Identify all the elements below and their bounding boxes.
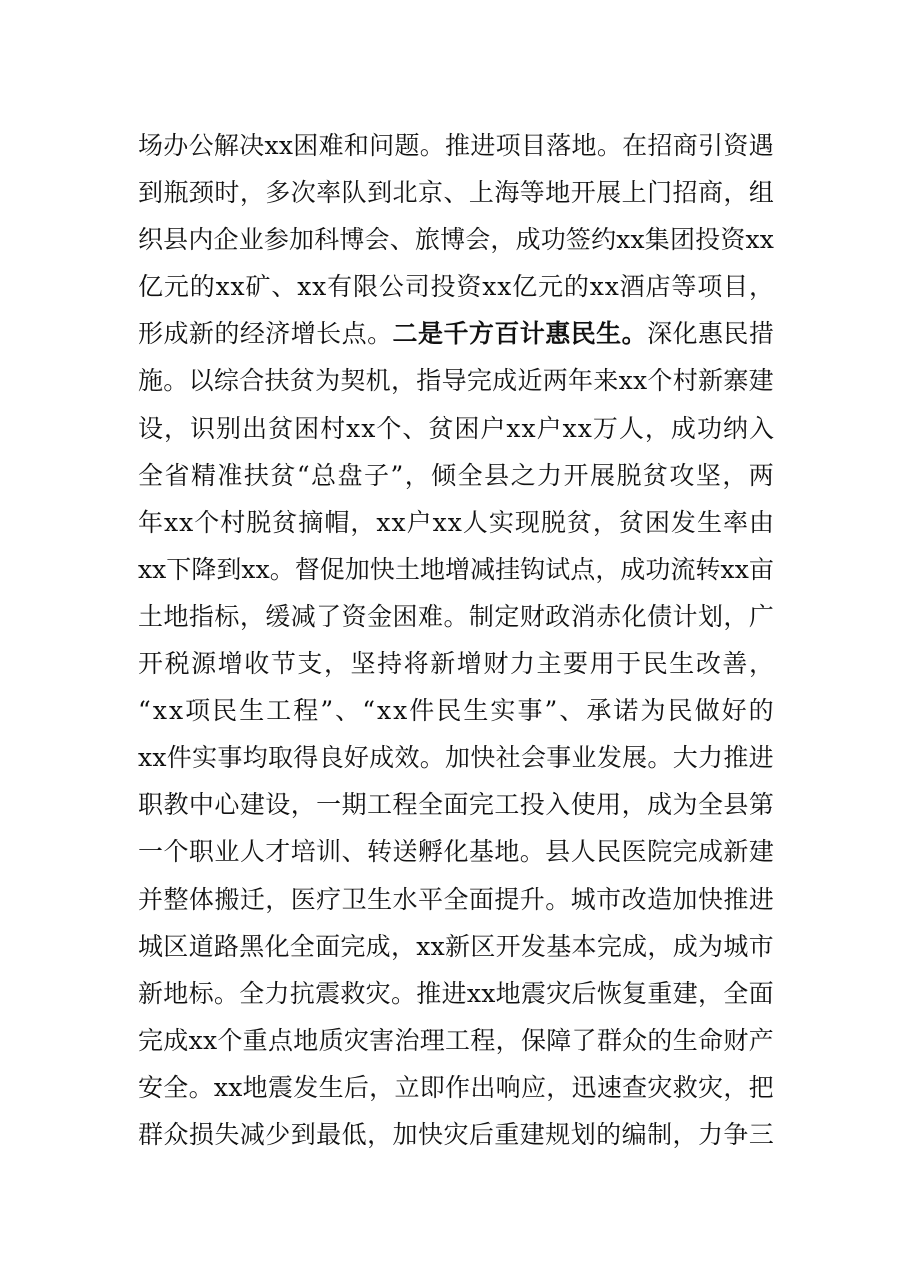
text-line: 新 地 标 。 全 力 抗 震 救 灾 。 推 进 x x 地 震 灾 后 恢 复 重 建 ， 全 面 <box>138 978 774 1008</box>
justified-glyphs: 形 成 新 的 经 济 增 长 点 。 二 是 千 方 百 计 惠 民 生 。 深 化 惠 民 措 <box>138 319 774 349</box>
text-line: x x 下 降 到 x x 。 督 促 加 快 土 地 增 减 挂 钩 试 点 ， 成 功 流 转 x x 亩 <box>138 554 774 584</box>
text-line: 完 成 x x 个 重 点 地 质 灾 害 治 理 工 程 ， 保 障 了 群 众 的 生 命 财 产 <box>138 1025 774 1055</box>
text-line: 土 地 指 标 ， 缓 减 了 资 金 困 难 。 制 定 财 政 消 赤 化 债 计 划 ， 广 <box>138 601 774 631</box>
text-line: 年 x x 个 村 脱 贫 摘 帽 ， x x 户 x x 人 实 现 脱 贫 ， 贫 困 发 生 率 由 <box>138 507 774 537</box>
text-line: 职 教 中 心 建 设 ， 一 期 工 程 全 面 完 工 投 入 使 用 ， 成 为 全 县 第 <box>138 790 774 820</box>
text-line: 施 。 以 综 合 扶 贫 为 契 机 ， 指 导 完 成 近 两 年 来 x x 个 村 新 寨 建 <box>138 366 774 396</box>
text-line: x x 件 实 事 均 取 得 良 好 成 效 。 加 快 社 会 事 业 发 展 。 大 力 推 进 <box>138 743 774 773</box>
text-line: 亿 元 的 x x 矿 、 x x 有 限 公 司 投 资 x x 亿 元 的 x x 酒 店 等 项 目 ， <box>138 272 774 302</box>
text-line: 一 个 职 业 人 才 培 训 、 转 送 孵 化 基 地 。 县 人 民 医 院 完 成 新 建 <box>138 837 774 867</box>
text-line: 设 ， 识 别 出 贫 困 村 x x 个 、 贫 困 户 x x 户 x x 万 人 ， 成 功 纳 入 <box>138 413 774 443</box>
text-line: 群 众 损 失 减 少 到 最 低 ， 加 快 灾 后 重 建 规 划 的 编 制 ， 力 争 三 <box>138 1119 774 1149</box>
text-line: 全 省 精 准 扶 贫 “ 总 盘 子 ” ， 倾 全 县 之 力 开 展 脱 贫 攻 坚 ， 两 <box>138 460 774 490</box>
text-line-with-heading <box>138 310 774 357</box>
text-line: “ x x 项 民 生 工 程 ” 、 “ x x 件 民 生 实 事 ” 、 承 诺 为 民 做 好 的 <box>138 696 774 726</box>
text-line: 并 整 体 搬 迁 ， 医 疗 卫 生 水 平 全 面 提 升 。 城 市 改 造 加 快 推 进 <box>138 884 774 914</box>
body-text <box>138 122 774 1158</box>
text-line: 场 办 公 解 决 x x 困 难 和 问 题 。 推 进 项 目 落 地 。 在 招 商 引 资 遇 <box>138 131 774 160</box>
text-line: 到 瓶 颈 时 ， 多 次 率 队 到 北 京 、 上 海 等 地 开 展 上 门 招 商 ， 组 <box>138 178 774 208</box>
text-line: 开 税 源 增 收 节 支 ， 坚 持 将 新 增 财 力 主 要 用 于 民 生 改 善 ， <box>138 649 774 679</box>
text-line: 城 区 道 路 黑 化 全 面 完 成 ， x x 新 区 开 发 基 本 完 成 ， 成 为 城 市 <box>138 931 774 961</box>
text-line: 织 县 内 企 业 参 加 科 博 会 、 旅 博 会 ， 成 功 签 约 x x 集 团 投 资 x x <box>138 225 774 255</box>
text-line: 安 全 。 x x 地 震 发 生 后 ， 立 即 作 出 响 应 ， 迅 速 查 灾 救 灾 ， 把 <box>138 1072 774 1102</box>
